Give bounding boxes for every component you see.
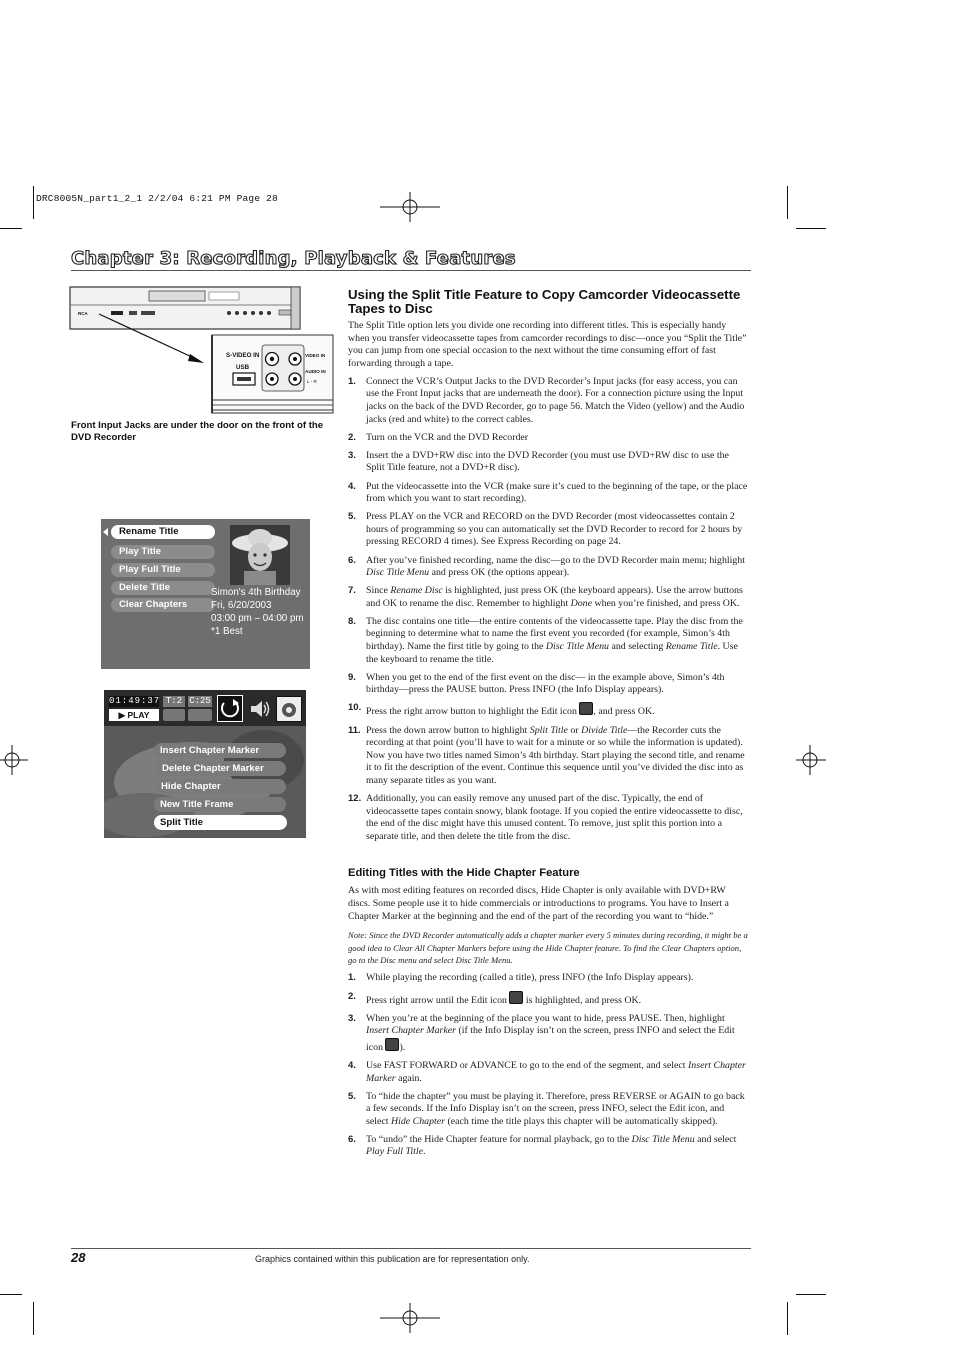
step-emphasis: Rename Disc (390, 585, 443, 597)
title-info (211, 586, 304, 638)
step-text: and selecting (609, 641, 666, 653)
step-text: After you’ve finished recording, name the disc—go to the DVD Recorder main menu; highlight (366, 554, 745, 566)
step-text: Turn on the VCR and the DVD Recorder (366, 431, 529, 443)
step-number: 3. (348, 1012, 356, 1024)
step-number: 8. (348, 615, 356, 627)
step-text: is highlighted, just press OK (the keyboard appears). Use the arrow buttons and OK to rename the disc. Remember to highlight (366, 585, 743, 609)
step-number: 6. (348, 554, 356, 566)
step-text: Insert the a DVD+RW disc into the DVD Recorder (you must use DVD+RW disc to use the Split Title feature, not a DVD+R disc). (366, 449, 729, 474)
step-emphasis: Rename Title (665, 641, 718, 653)
audio-label: AUDIO IN (305, 369, 326, 374)
menu-item[interactable]: New Title Frame (154, 797, 286, 812)
step-text: When you get to the end of the first event on the disc— in the example above, Simon’s 4th birthday—press the PAUSE button. Press INFO (the Info Display appears). (366, 671, 725, 696)
menu-item[interactable]: Split Title (154, 815, 287, 830)
step-text: Press the down arrow button to highlight (366, 724, 530, 736)
step-number: 4. (348, 1059, 356, 1071)
main-text-column (348, 288, 748, 1159)
step-item (348, 1091, 748, 1129)
settings-icon[interactable] (276, 696, 302, 722)
title-number: T:2 (163, 696, 185, 707)
step-text: is highlighted, and press OK. (523, 994, 642, 1006)
section1-intro: The Split Title option lets you divide one recording into different titles. This is especially handy when you transfer videocassette tapes from camcorder recordings to disc—once you “Split the Title” you can jump from one special occasion to the next without the time consuming effort of fast forwarding through a tape. (348, 320, 747, 369)
crop-mark (796, 228, 826, 229)
chapter-disc-icon[interactable] (188, 709, 212, 721)
step-text: Press the right arrow button to highlight the Edit icon (366, 706, 580, 718)
step-number: 7. (348, 585, 356, 597)
menu-item[interactable]: Hide Chapter (155, 779, 286, 794)
edit-menu-screen (104, 690, 306, 838)
crop-mark (787, 186, 788, 219)
step-text: Put the videocassette into the VCR (make sure it’s cued to the beginning of the tape, or the place from which you want to start recording). (366, 480, 748, 505)
menu-item[interactable]: Play Title (111, 545, 215, 559)
step-number: 11. (348, 724, 361, 736)
section1-heading: Using the Split Title Feature to Copy Camcorder Videocassette Tapes to Disc (348, 287, 741, 316)
step-text: and press OK (the options appear). (429, 567, 570, 579)
step-text: when you’re finished, and press OK. (591, 597, 740, 609)
svideo-label: S-VIDEO IN (226, 352, 260, 359)
step-emphasis: Hide Chapter (390, 1115, 445, 1127)
step-number: 2. (348, 990, 356, 1002)
step-text: again. (395, 1072, 422, 1084)
chapter-rule (71, 270, 751, 271)
step-number: 6. (348, 1133, 356, 1145)
menu-item[interactable]: Clear Chapters (111, 598, 215, 612)
step-emphasis: Done (570, 597, 592, 609)
brand-logo: RCA (78, 311, 88, 316)
section2-note: Note: Since the DVD Recorder automatically adds a chapter marker every 5 minutes during recording, it might be a good idea to Clear All Chapter Markers before using the Hide Chapter feature. To find the Clear Chapters option, go to the Disc menu and select Disc Title Menu. (348, 930, 748, 966)
step-number: 1. (348, 972, 356, 984)
title-info-time: 03:00 pm – 04:00 pm (211, 613, 304, 624)
footer-note: Graphics contained within this publication are for representation only. (255, 1254, 530, 1264)
crop-mark (33, 1302, 34, 1335)
step-item (348, 1060, 748, 1085)
step-number: 3. (348, 449, 356, 461)
step-text: When you’re at the beginning of the place you want to hide, press PAUSE. Then, highlight (366, 1012, 725, 1024)
step-text: , and press OK. (593, 706, 655, 718)
title-info-quality: *1 Best (211, 626, 243, 637)
menu-item[interactable]: Delete Chapter Marker (156, 761, 286, 776)
step-number: 2. (348, 431, 356, 443)
step-emphasis: Disc Title Menu (545, 641, 609, 653)
dvd-recorder-front-illustration (69, 285, 335, 417)
step-item (348, 450, 748, 475)
step-text: —the Recorder cuts the recording at that point (you’ll have to wait for a minute or so while the information is updated). Now you have two titles named Simon’s 4th birthday. Start playing the second title, and rename it to fit the description of the event. Continue this sequence until you’ve divided the disc into as many separate titles as you want. (366, 724, 745, 786)
step-item (348, 991, 748, 1008)
step-number: 4. (348, 480, 356, 492)
step-item (348, 972, 748, 985)
thumbnail-photo (230, 525, 290, 585)
step-text: To “undo” the Hide Chapter feature for normal playback, go to the (366, 1133, 632, 1145)
step-number: 1. (348, 375, 356, 387)
crop-mark (787, 1302, 788, 1335)
step-number: 12. (348, 793, 362, 804)
step-text: . (423, 1146, 426, 1158)
step-emphasis: Disc Title Menu (631, 1133, 695, 1145)
step-item (348, 585, 748, 610)
step-text: Press PLAY on the VCR and RECORD on the DVD Recorder (most videocassettes contain 2 hours of programming so you can automatically set the DVD Recorder to record for 2 hours by pressing RECORD 4 times). See Express Recording on page 24. (366, 511, 743, 548)
video-label: VIDEO IN (305, 353, 326, 358)
section2-steps (348, 972, 748, 1159)
edit-icon (509, 991, 523, 1004)
menu-item[interactable]: Rename Title (111, 525, 215, 539)
step-number: 9. (348, 671, 356, 683)
step-text: . Use the keyboard to rename the title. (366, 641, 738, 665)
menu-item[interactable]: Play Full Title (111, 563, 215, 577)
step-item (348, 1013, 748, 1055)
lr-label: L - R (307, 379, 317, 384)
step-text: To “hide the chapter” you must be playing it. Therefore, press REVERSE or AGAIN to go back a few seconds. If the Info Display isn’t on the screen, press INFO, select the Edit icon, and select (366, 1090, 745, 1127)
step-item (348, 793, 748, 843)
chapter-title: Chapter 3: Recording, Playback & Features (71, 248, 516, 269)
step-text: (if the Info Display isn’t on the screen, press INFO and select the Edit icon (366, 1025, 735, 1053)
time-readout: 01:49:37 (109, 696, 161, 706)
step-item (348, 616, 748, 666)
step-emphasis: Insert Chapter Marker (366, 1059, 746, 1084)
registration-mark-right (796, 745, 826, 775)
step-emphasis: Divide Title (581, 724, 628, 736)
step-number: 10. (348, 702, 362, 714)
step-text: Use FAST FORWARD or ADVANCE to go to the end of the segment, and select (366, 1059, 689, 1071)
step-emphasis: Insert Chapter Marker (366, 1025, 456, 1037)
figure-caption: Front Input Jacks are under the door on the front of the DVD Recorder (71, 420, 324, 443)
disc-title-menu-screen (101, 519, 310, 669)
crop-mark (0, 1294, 22, 1295)
step-item (348, 432, 748, 445)
step-text: and select (694, 1133, 737, 1145)
step-text: Press right arrow until the Edit icon (366, 994, 510, 1006)
step-item (348, 725, 748, 788)
step-text: Connect the VCR’s Output Jacks to the DVD Recorder’s Input jacks (for easy access, you can use the Front Input jacks that are underneath the door). For a connection picture using the Input jacks on the back of the DVD Recorder, go to page 56. Match the Video (yellow) and the Audio jacks (red and white) to the correct cables. (366, 375, 745, 425)
section1-steps (348, 376, 748, 844)
registration-mark-top (380, 192, 440, 222)
edit-icon (579, 702, 593, 715)
menu-item[interactable]: Insert Chapter Marker (154, 743, 286, 758)
step-item (348, 702, 748, 719)
crop-mark (796, 1294, 826, 1295)
edit-icon (385, 1038, 399, 1051)
audio-icon[interactable] (249, 698, 271, 720)
section2-intro: As with most editing features on recorded discs, Hide Chapter is only available with DVD+RW discs. Some people use it to hide commercials or introductions to programs. You have to Insert a Chapter Marker at the beginning and the end of the part of the recording you want to “hide.” (348, 885, 729, 922)
step-item (348, 376, 748, 426)
step-emphasis: Split Title (529, 724, 568, 736)
section2-heading: Editing Titles with the Hide Chapter Feature (348, 867, 580, 880)
menu-item[interactable]: Delete Title (111, 581, 215, 595)
step-text: ). (399, 1041, 406, 1053)
footer-rule (71, 1248, 751, 1249)
edit-icon[interactable] (217, 695, 243, 722)
step-emphasis: Disc Title Menu (366, 567, 430, 579)
registration-mark-bottom (380, 1303, 440, 1333)
registration-mark-left (0, 745, 28, 775)
title-info-name: Simon's 4th Birthday (211, 587, 301, 598)
step-number: 5. (348, 511, 356, 523)
step-text: The disc contains one title—the entire contents of the videocassette tape. Play the disc from the beginning to determine what to name the first event you recorded (for example, Simon’s 4th birthday). Name the first title by going to the (366, 615, 743, 653)
step-text: (each time the title plays this chapter will be automatically skipped). (445, 1115, 718, 1127)
step-text: or (567, 724, 582, 736)
play-status: ▶ PLAY (109, 709, 159, 721)
title-disc-icon[interactable] (163, 709, 185, 721)
step-text: While playing the recording (called a title), press INFO (the Info Display appears). (366, 972, 694, 984)
step-emphasis: Play Full Title (366, 1146, 424, 1158)
title-info-date: Fri, 6/20/2003 (211, 600, 272, 611)
step-text: Since (366, 585, 391, 597)
chapter-number: C:25 (189, 696, 211, 706)
step-item (348, 511, 748, 549)
step-item (348, 481, 748, 506)
step-item (348, 672, 748, 697)
step-number: 5. (348, 1090, 356, 1102)
crop-mark (33, 186, 34, 219)
print-slug: DRC8005N_part1_2_1 2/2/04 6:21 PM Page 28 (36, 193, 278, 204)
step-text: Additionally, you can easily remove any unused part of the disc. Typically, the end of videocassette tapes contain snowy, blank footage. If you copied the entire videocassette to disc, the end of the disc might have this unused content. To remove, just split this portion into a separate title, and then delete the title from the disc. (366, 793, 743, 842)
usb-label: USB (236, 364, 250, 371)
menu-left-arrow-icon (103, 528, 108, 536)
step-item (348, 1134, 748, 1159)
step-item (348, 555, 748, 580)
page-number: 28 (71, 1250, 86, 1265)
crop-mark (0, 228, 22, 229)
